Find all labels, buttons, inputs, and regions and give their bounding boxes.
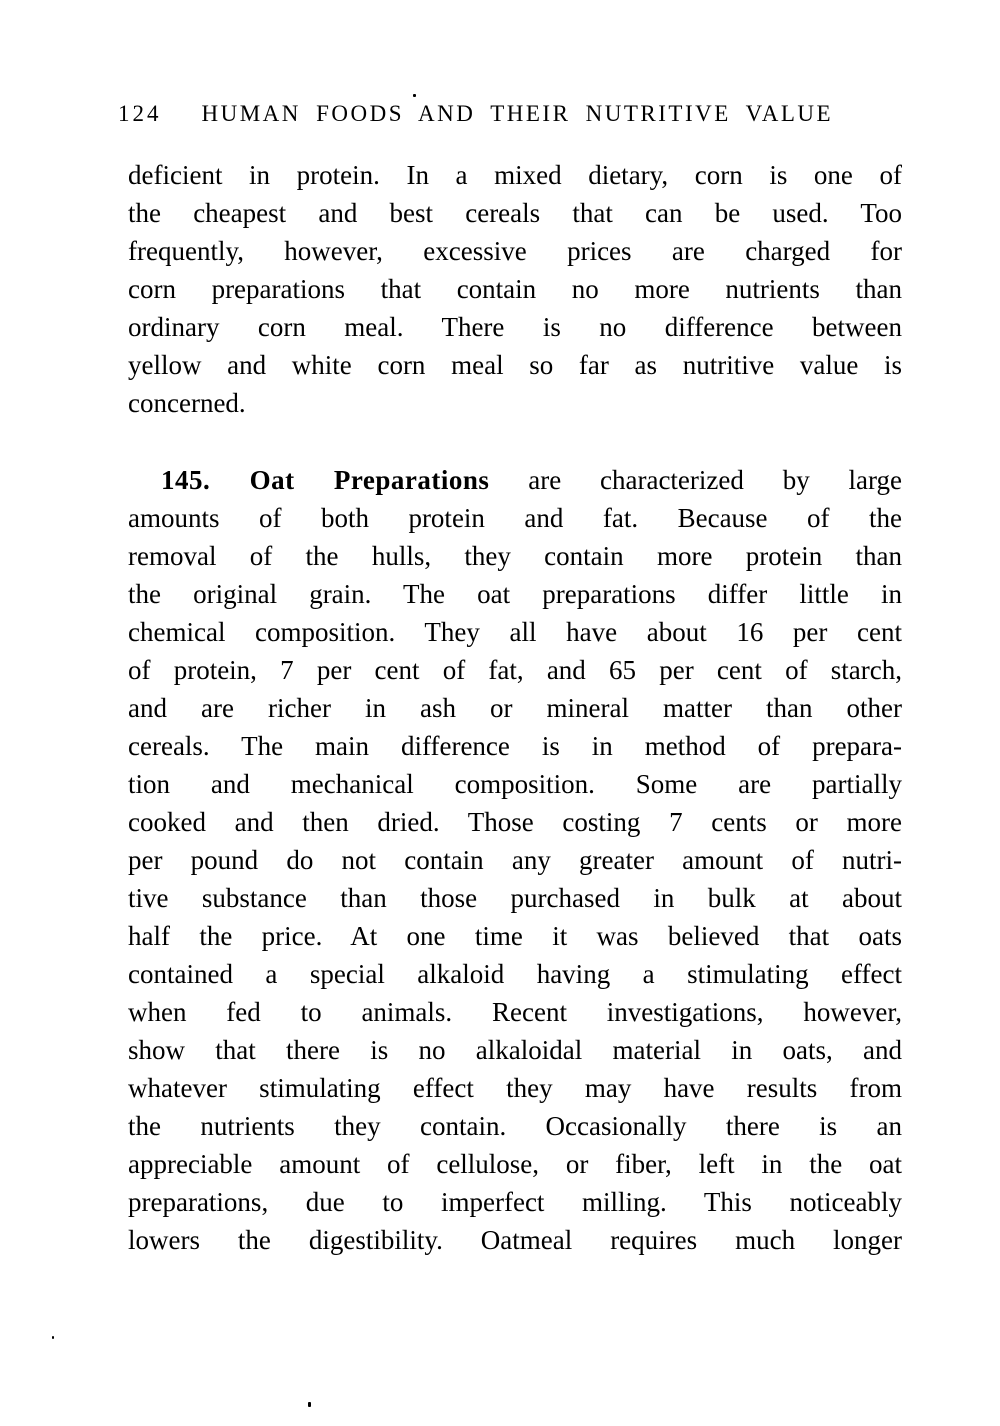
running-header xyxy=(118,101,833,127)
text-line: per pound do not contain any greater amount of nutri- xyxy=(128,845,902,875)
text-line: cereals. The main difference is in method of prepara- xyxy=(128,731,902,761)
paragraph-oat-preparations xyxy=(128,461,902,1259)
text-line: yellow and white corn meal so far as nutritive value is xyxy=(128,350,902,380)
section-lead-line xyxy=(128,461,902,499)
text-line: the cheapest and best cereals that can be used. Too xyxy=(128,198,902,228)
text-line: chemical composition. They all have about 16 per cent xyxy=(128,617,902,647)
text-line: removal of the hulls, they contain more protein than xyxy=(128,541,902,571)
text-line: frequently, however, excessive prices are charged for xyxy=(128,236,902,266)
page-number: 124 xyxy=(118,101,162,126)
scan-speck xyxy=(308,1402,311,1407)
text-line: corn preparations that contain no more nutrients than xyxy=(128,274,902,304)
text-line: amounts of both protein and fat. Because of the xyxy=(128,503,902,533)
text-line: tive substance than those purchased in bulk at about xyxy=(128,883,902,913)
paragraph-corn xyxy=(128,156,902,422)
page-body xyxy=(128,156,902,1259)
scan-speck xyxy=(413,94,416,97)
text-line: when fed to animals. Recent investigations, however, xyxy=(128,997,902,1027)
text-line: lowers the digestibility. Oatmeal requires much longer xyxy=(128,1225,902,1255)
text-line: show that there is no alkaloidal material in oats, and xyxy=(128,1035,902,1065)
scan-speck xyxy=(52,1336,54,1339)
section-heading: 145. Oat Preparations xyxy=(161,465,490,495)
text-line: ordinary corn meal. There is no difference between xyxy=(128,312,902,342)
text-line: and are richer in ash or mineral matter than other xyxy=(128,693,902,723)
text-line: contained a special alkaloid having a stimulating effect xyxy=(128,959,902,989)
text-line: whatever stimulating effect they may have results from xyxy=(128,1073,902,1103)
text-line: concerned. xyxy=(128,388,246,418)
text-line: half the price. At one time it was believed that oats xyxy=(128,921,902,951)
text-line: appreciable amount of cellulose, or fiber, left in the oat xyxy=(128,1149,902,1179)
text-line: the nutrients they contain. Occasionally there is an xyxy=(128,1111,902,1141)
text-line: cooked and then dried. Those costing 7 cents or more xyxy=(128,807,902,837)
text-line: of protein, 7 per cent of fat, and 65 per cent of starch, xyxy=(128,655,902,685)
text-line: the original grain. The oat preparations differ little in xyxy=(128,579,902,609)
text-line: tion and mechanical composition. Some are partially xyxy=(128,769,902,799)
running-title: HUMAN FOODS AND THEIR NUTRITIVE VALUE xyxy=(201,101,834,126)
lead-line-rest: are characterized by large xyxy=(528,465,902,495)
text-line: deficient in protein. In a mixed dietary, corn is one of xyxy=(128,160,902,190)
text-line: preparations, due to imperfect milling. This noticeably xyxy=(128,1187,902,1217)
